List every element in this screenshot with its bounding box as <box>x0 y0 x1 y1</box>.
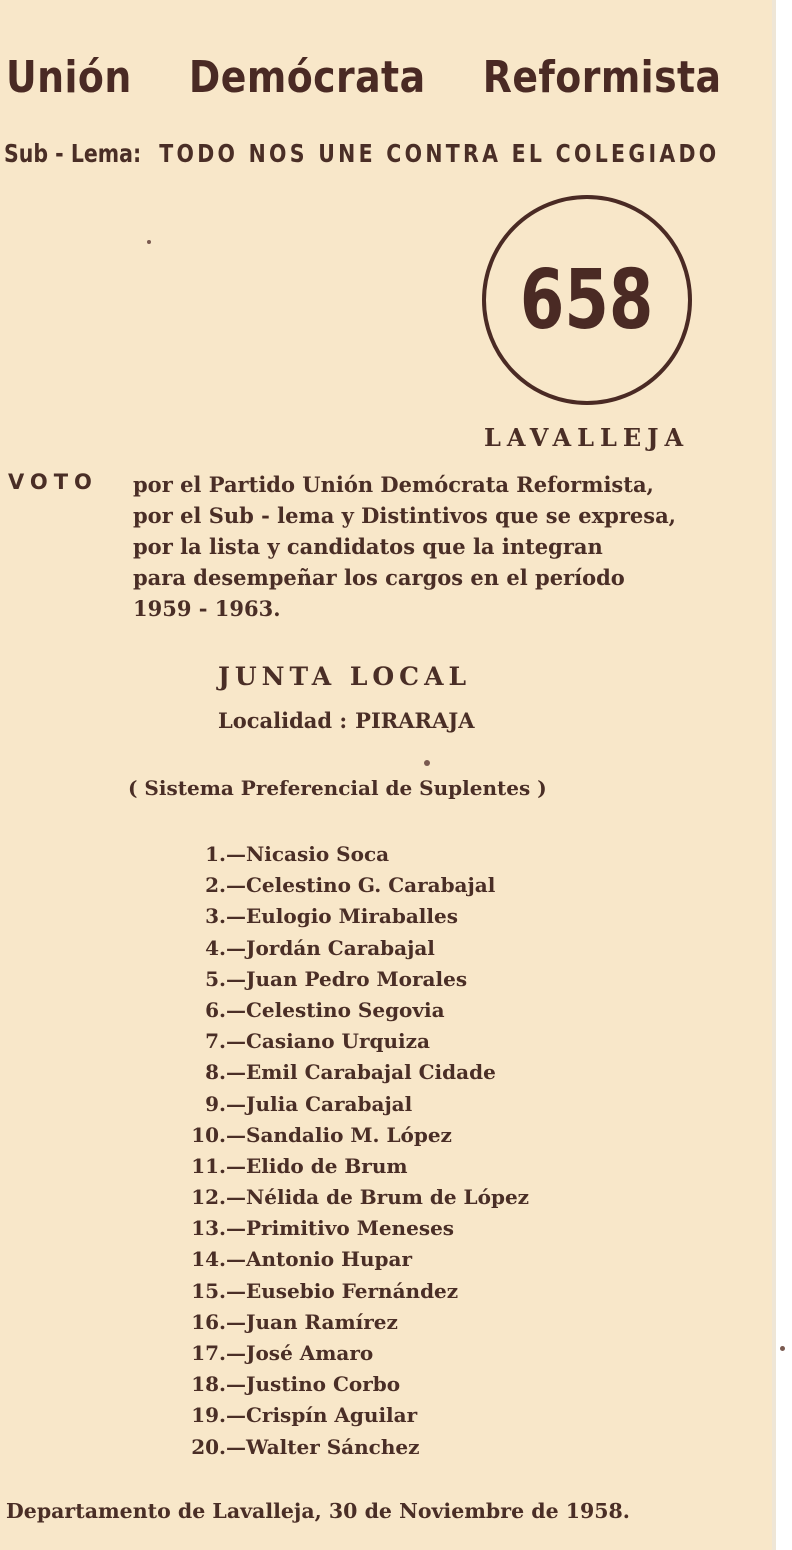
candidate-number: 13.— <box>191 1216 246 1241</box>
candidate-item <box>180 1057 529 1088</box>
candidate-name: Justino Corbo <box>246 1372 401 1397</box>
candidate-number: 18.— <box>191 1372 246 1397</box>
candidate-item <box>180 1307 529 1338</box>
paper-speck <box>424 760 430 766</box>
candidate-name: Nicasio Soca <box>246 842 390 866</box>
candidate-number: 2.— <box>205 873 246 898</box>
candidate-item <box>180 1151 529 1182</box>
voto-line: por el Sub - lema y Distintivos que se expresa, <box>133 503 676 528</box>
locality-line <box>218 706 475 736</box>
locality-value: PIRARAJA <box>355 708 475 733</box>
candidate-number: 19.— <box>191 1403 246 1428</box>
candidate-item <box>180 1338 529 1369</box>
locality-label: Localidad : <box>218 708 348 733</box>
candidate-item <box>180 995 529 1026</box>
candidate-name: Celestino G. Carabajal <box>246 873 496 898</box>
voto-line: por el Partido Unión Demócrata Reformista, <box>133 472 654 497</box>
candidate-item <box>180 1400 529 1431</box>
candidate-name: Walter Sánchez <box>246 1434 420 1459</box>
voto-line: por la lista y candidatos que la integran <box>133 534 603 559</box>
candidate-number: 14.— <box>191 1247 246 1272</box>
candidate-number: 17.— <box>191 1341 246 1365</box>
candidate-item <box>180 1026 529 1057</box>
candidate-item <box>180 1244 529 1275</box>
candidate-list <box>180 839 529 1463</box>
candidate-name: Eusebio Fernández <box>246 1278 459 1303</box>
candidate-number: 7.— <box>205 1029 246 1054</box>
sublema-line <box>4 136 720 172</box>
candidate-name: Juan Pedro Morales <box>246 966 468 991</box>
paper-speck <box>147 240 151 244</box>
candidate-number: 16.— <box>191 1309 246 1334</box>
candidate-number: 11.— <box>191 1153 246 1178</box>
voto-line: 1959 - 1963. <box>133 596 281 621</box>
date-footer: Departamento de Lavalleja, 30 de Noviembre de 1958. <box>6 1499 630 1523</box>
candidate-number: 20.— <box>191 1434 246 1459</box>
candidate-item <box>180 1120 529 1151</box>
candidate-name: Emil Carabajal Cidade <box>246 1060 496 1085</box>
candidate-name: Primitivo Meneses <box>246 1216 455 1241</box>
candidate-name: Nélida de Brum de López <box>246 1185 530 1210</box>
system-note: ( Sistema Preferencial de Suplentes ) <box>128 776 547 800</box>
candidate-number: 9.— <box>205 1091 246 1116</box>
candidate-name: Julia Carabajal <box>246 1091 413 1116</box>
scan-edge <box>772 0 776 1550</box>
candidate-number: 10.— <box>191 1122 246 1147</box>
candidate-name: Casiano Urquiza <box>246 1029 430 1054</box>
candidate-number: 5.— <box>205 966 246 991</box>
candidate-name: Eulogio Miraballes <box>246 904 458 929</box>
list-number-circle <box>482 195 692 405</box>
junta-title: JUNTA LOCAL <box>218 662 472 691</box>
candidate-name: Crispín Aguilar <box>246 1403 418 1428</box>
candidate-item <box>180 870 529 901</box>
list-number: 658 <box>520 252 654 348</box>
candidate-name: Juan Ramírez <box>246 1309 398 1334</box>
candidate-name: Celestino Segovia <box>246 997 445 1022</box>
candidate-item <box>180 1089 529 1120</box>
voto-statement <box>133 469 723 624</box>
candidate-name: Jordán Carabajal <box>246 935 435 960</box>
candidate-number: 12.— <box>191 1185 246 1210</box>
candidate-name: Elido de Brum <box>246 1153 408 1178</box>
candidate-name: Sandalio M. López <box>246 1122 452 1147</box>
candidate-item <box>180 1276 529 1307</box>
candidate-number: 15.— <box>191 1278 246 1303</box>
paper-speck <box>780 1346 785 1351</box>
candidate-number: 4.— <box>205 935 246 960</box>
candidate-item <box>180 1213 529 1244</box>
candidate-number: 3.— <box>205 904 246 929</box>
candidate-name: José Amaro <box>246 1341 374 1365</box>
candidate-number: 1.— <box>205 842 246 866</box>
sublema-text: TODO NOS UNE CONTRA EL COLEGIADO <box>159 139 720 168</box>
candidate-item <box>180 1369 529 1400</box>
candidate-item <box>180 1432 529 1463</box>
party-title <box>6 48 722 108</box>
voto-line: para desempeñar los cargos en el período <box>133 565 625 590</box>
candidate-item <box>180 1182 529 1213</box>
candidate-item <box>180 839 529 870</box>
sublema-label: Sub - Lema: <box>4 139 142 168</box>
candidate-item <box>180 933 529 964</box>
party-title-word: Demócrata <box>188 52 426 103</box>
candidate-number: 6.— <box>205 997 246 1022</box>
candidate-item <box>180 964 529 995</box>
voto-label: VOTO <box>8 470 98 494</box>
party-title-word: Unión <box>6 52 132 103</box>
candidate-item <box>180 901 529 932</box>
department-name: LAVALLEJA <box>484 423 690 452</box>
candidate-name: Antonio Hupar <box>246 1247 412 1272</box>
party-title-word: Reformista <box>482 52 722 103</box>
candidate-number: 8.— <box>205 1060 246 1085</box>
